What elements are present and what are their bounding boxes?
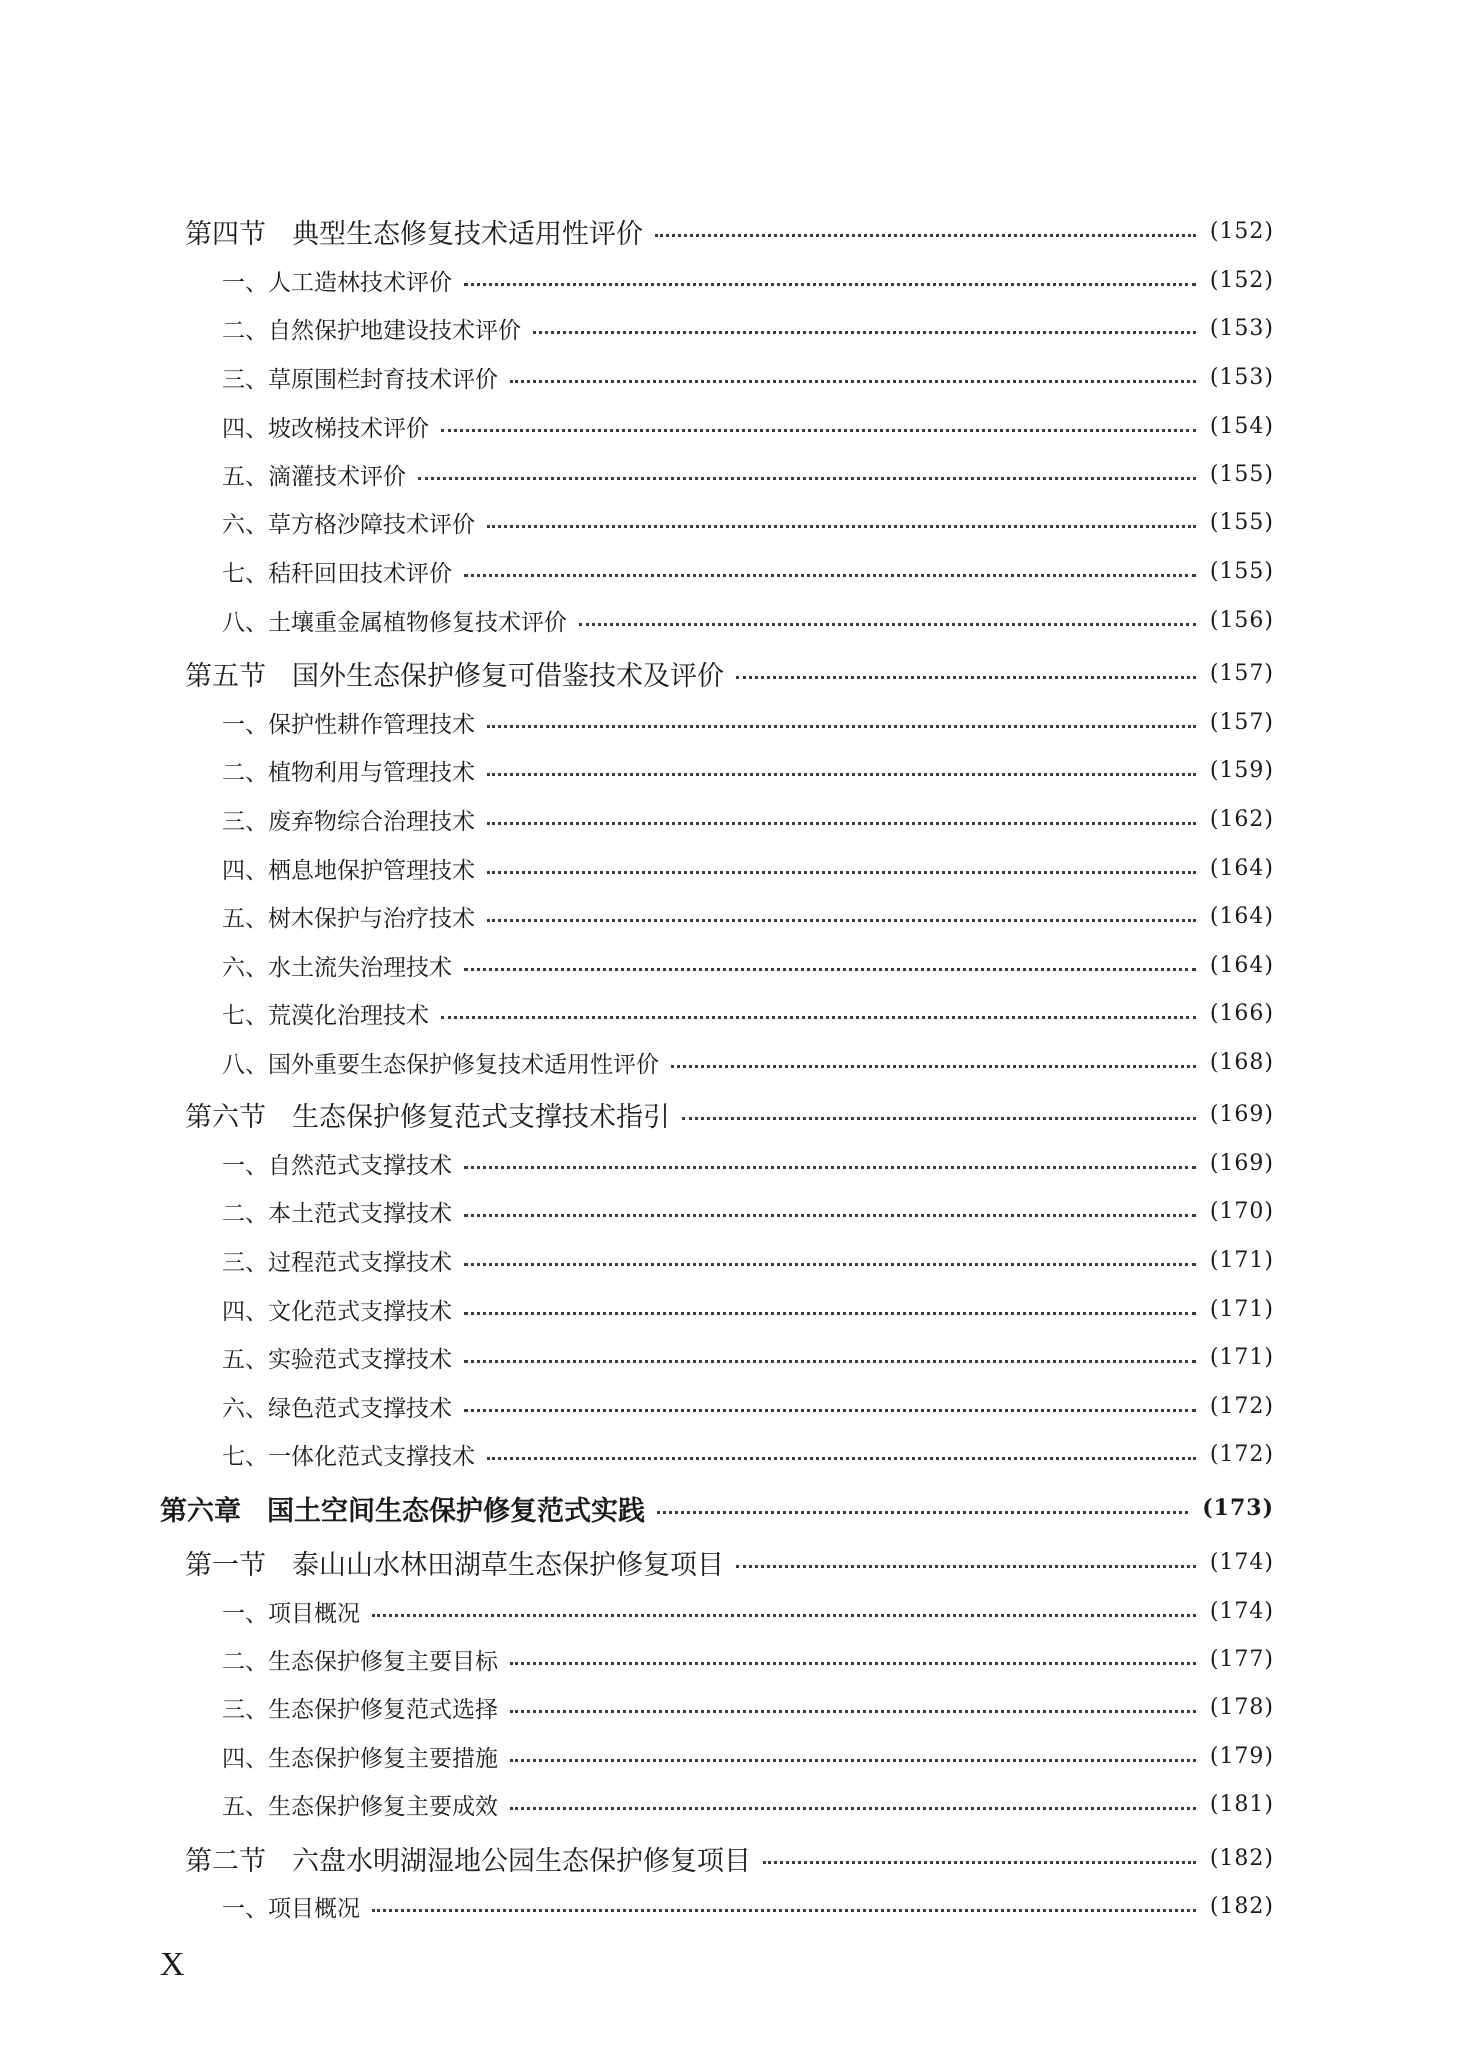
toc-entry-text: 一、人工造林技术评价 [222,269,452,296]
toc-entry-title [185,1095,670,1134]
dot-leader [372,1909,1196,1912]
toc-page-number: (159) [1209,757,1274,783]
toc-entry-title [222,1046,659,1079]
toc-page-number: (174) [1209,1549,1274,1575]
toc-page-number: (172) [1209,1393,1274,1419]
toc-chapter-row[interactable] [160,1486,1274,1530]
toc-item-row[interactable] [222,1335,1274,1379]
toc-entry-text: 一、项目概况 [222,1895,360,1922]
toc-entry-text: 六、水土流失治理技术 [222,954,452,981]
toc-entry-title [222,1890,360,1923]
toc-entry-title [222,458,406,491]
toc-entry-text: 三、生态保护修复范式选择 [222,1696,498,1723]
toc-entry-title [185,1543,724,1582]
toc-entry-title [222,361,498,394]
toc-entry-text: 二、自然保护地建设技术评价 [222,317,521,344]
toc-entry-title [222,997,429,1030]
dot-leader [655,234,1196,237]
toc-entry-label: 第六节 [185,1101,266,1133]
toc-page-number: (157) [1209,660,1274,686]
toc-entry-text: 四、文化范式支撑技术 [222,1298,452,1325]
dot-leader [464,968,1196,971]
toc-entry-title [222,506,475,539]
toc-item-row[interactable] [222,894,1274,938]
toc-page-number: (181) [1209,1791,1274,1817]
toc-item-row[interactable] [222,258,1274,302]
toc-page-number: (171) [1209,1296,1274,1322]
toc-entry-title [222,1740,498,1773]
toc-entry-text: 四、生态保护修复主要措施 [222,1745,498,1772]
toc-item-row[interactable] [222,1238,1274,1282]
toc-page-number: (166) [1209,1000,1274,1026]
toc-item-row[interactable] [222,1884,1274,1928]
toc-entry-title [222,1691,498,1724]
toc-item-row[interactable] [222,1734,1274,1778]
toc-entry-title [185,654,724,693]
toc-entry-title [185,1839,751,1878]
dot-leader [682,1117,1196,1120]
toc-entry-title [222,410,429,443]
toc-page-number: (171) [1209,1344,1274,1370]
dot-leader [487,919,1196,922]
toc-item-row[interactable] [222,404,1274,448]
toc-entry-title [222,1595,360,1628]
toc-item-row[interactable] [222,797,1274,841]
toc-entry-text: 五、滴灌技术评价 [222,463,406,490]
toc-entry-text: 一、项目概况 [222,1600,360,1627]
toc-page-number: (162) [1209,806,1274,832]
dot-leader [533,331,1196,334]
toc-entry-title [222,803,475,836]
dot-leader [736,676,1196,679]
toc-item-row[interactable] [222,1384,1274,1428]
toc-page-number: (182) [1209,1845,1274,1871]
toc-item-row[interactable] [222,1637,1274,1681]
dot-leader [487,773,1196,776]
toc-item-row[interactable] [222,1685,1274,1729]
toc-entry-title [222,852,475,885]
toc-entry-text: 五、树木保护与治疗技术 [222,905,475,932]
toc-page-number: (155) [1209,558,1274,584]
toc-page-number: (164) [1209,855,1274,881]
toc-entry-text: 五、生态保护修复主要成效 [222,1793,498,1820]
toc-item-row[interactable] [222,306,1274,350]
toc-entry-label: 第二节 [185,1845,266,1877]
toc-page-number: (152) [1209,267,1274,293]
toc-entry-text: 泰山山水林田湖草生态保护修复项目 [292,1549,724,1581]
toc-entry-text: 三、草原围栏封育技术评价 [222,366,498,393]
toc-section-row[interactable] [185,1092,1274,1136]
toc-page-number: (177) [1209,1646,1274,1672]
dot-leader [487,725,1196,728]
dot-leader [671,1065,1196,1068]
toc-page-number: (152) [1209,218,1274,244]
dot-leader [464,1263,1196,1266]
toc-page-number: (155) [1209,509,1274,535]
toc-entry-title [222,754,475,787]
toc-item-row[interactable] [222,1141,1274,1185]
toc-entry-text: 国外生态保护修复可借鉴技术及评价 [292,660,724,692]
dot-leader [372,1614,1196,1617]
toc-entry-title [222,949,452,982]
toc-item-row[interactable] [222,846,1274,890]
toc-entry-text: 三、过程范式支撑技术 [222,1249,452,1276]
toc-item-row[interactable] [222,1782,1274,1826]
dot-leader [657,1511,1188,1514]
dot-leader [441,429,1196,432]
toc-page-number: (153) [1209,364,1274,390]
toc-entry-text: 典型生态修复技术适用性评价 [292,218,643,250]
toc-entry-text: 一、自然范式支撑技术 [222,1152,452,1179]
toc-entry-text: 二、生态保护修复主要目标 [222,1648,498,1675]
toc-entry-text: 国土空间生态保护修复范式实践 [267,1495,645,1527]
toc-entry-text: 四、坡改梯技术评价 [222,415,429,442]
dot-leader [464,1360,1196,1363]
toc-entry-title [222,1390,452,1423]
toc-item-row[interactable] [222,549,1274,593]
dot-leader [487,822,1196,825]
toc-item-row[interactable] [222,943,1274,987]
toc-page-number: (164) [1209,903,1274,929]
toc-entry-title [222,1788,498,1821]
toc-entry-text: 七、一体化范式支撑技术 [222,1443,475,1470]
toc-entry-text: 七、秸秆回田技术评价 [222,560,452,587]
toc-item-row[interactable] [222,1287,1274,1331]
toc-entry-text: 八、国外重要生态保护修复技术适用性评价 [222,1051,659,1078]
toc-entry-title [222,264,452,297]
dot-leader [441,1016,1196,1019]
toc-entry-title [222,1244,452,1277]
toc-page-number: (156) [1209,607,1274,633]
toc-section-row[interactable] [185,1540,1274,1584]
toc-page-number: (182) [1209,1893,1274,1919]
toc-page-number: (172) [1209,1441,1274,1467]
toc-section-row[interactable] [185,1836,1274,1880]
toc-item-row[interactable] [222,748,1274,792]
dot-leader [510,1759,1196,1762]
dot-leader [487,871,1196,874]
toc-entry-title [222,706,475,739]
toc-page-number: (154) [1209,413,1274,439]
dot-leader [464,1166,1196,1169]
toc-item-row[interactable] [222,991,1274,1035]
dot-leader [763,1861,1196,1864]
toc-entry-text: 六盘水明湖湿地公园生态保护修复项目 [292,1845,751,1877]
page-number: X [160,1946,185,1983]
toc-page-number: (155) [1209,461,1274,487]
toc-entry-label: 第四节 [185,218,266,250]
toc-entry-text: 三、废弃物综合治理技术 [222,808,475,835]
toc-item-row[interactable] [222,500,1274,544]
dot-leader [418,477,1196,480]
dot-leader [464,283,1196,286]
toc-entry-title [222,604,567,637]
toc-entry-title [222,1293,452,1326]
toc-page-number: (171) [1209,1247,1274,1273]
toc-item-row[interactable] [222,355,1274,399]
toc-page-number: (153) [1209,315,1274,341]
dot-leader [510,1662,1196,1665]
toc-page-number: (168) [1209,1049,1274,1075]
toc-entry-title [222,312,521,345]
dot-leader [487,525,1196,528]
toc-entry-label: 第五节 [185,660,266,692]
toc-page-number: (179) [1209,1743,1274,1769]
toc-entry-title [222,1438,475,1471]
toc-page-number: (173) [1202,1495,1274,1521]
dot-leader [464,574,1196,577]
toc-entry-title [222,1341,452,1374]
toc-page-number: (169) [1209,1101,1274,1127]
dot-leader [487,1457,1196,1460]
toc-entry-text: 五、实验范式支撑技术 [222,1346,452,1373]
toc-page-number: (157) [1209,709,1274,735]
toc-item-row[interactable] [222,452,1274,496]
toc-page-number: (170) [1209,1198,1274,1224]
toc-entry-text: 二、本土范式支撑技术 [222,1200,452,1227]
toc-entry-title [222,1195,452,1228]
toc-item-row[interactable] [222,1589,1274,1633]
dot-leader [736,1565,1196,1568]
toc-page-number: (164) [1209,952,1274,978]
dot-leader [579,623,1196,626]
toc-page-number: (178) [1209,1694,1274,1720]
toc-item-row[interactable] [222,700,1274,744]
toc-section-row[interactable] [185,209,1274,253]
toc-entry-text: 四、栖息地保护管理技术 [222,857,475,884]
toc-entry-label: 第六章 [160,1495,241,1527]
toc-entry-title [222,1147,452,1180]
toc-entry-title [222,1643,498,1676]
dot-leader [510,1710,1196,1713]
toc-entry-title [160,1489,645,1528]
toc-entry-text: 六、绿色范式支撑技术 [222,1395,452,1422]
toc-item-row[interactable] [222,1432,1274,1476]
toc-entry-label: 第一节 [185,1549,266,1581]
dot-leader [464,1214,1196,1217]
toc-entry-title [185,212,643,251]
toc-section-row[interactable] [185,651,1274,695]
toc-entry-text: 八、土壤重金属植物修复技术评价 [222,609,567,636]
toc-entry-text: 生态保护修复范式支撑技术指引 [292,1101,670,1133]
dot-leader [510,1807,1196,1810]
dot-leader [464,1409,1196,1412]
toc-entry-text: 七、荒漠化治理技术 [222,1002,429,1029]
dot-leader [464,1312,1196,1315]
toc-entry-text: 一、保护性耕作管理技术 [222,711,475,738]
toc-entry-title [222,900,475,933]
toc-entry-text: 二、植物利用与管理技术 [222,759,475,786]
toc-entry-title [222,555,452,588]
toc-page-number: (169) [1209,1150,1274,1176]
toc-page-number: (174) [1209,1598,1274,1624]
dot-leader [510,380,1196,383]
toc-item-row[interactable] [222,598,1274,642]
toc-item-row[interactable] [222,1040,1274,1084]
toc-item-row[interactable] [222,1189,1274,1233]
toc-entry-text: 六、草方格沙障技术评价 [222,511,475,538]
